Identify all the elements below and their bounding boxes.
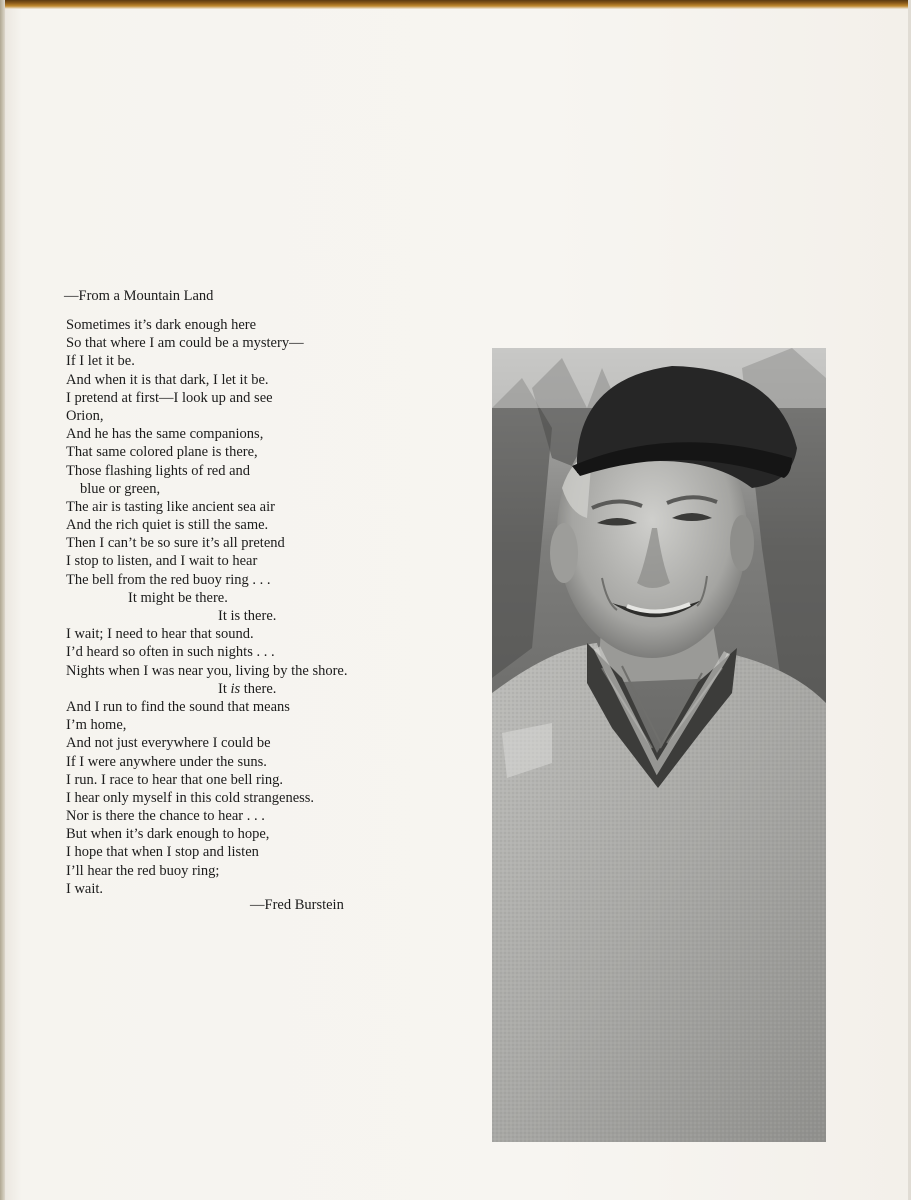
poem-title: —From a Mountain Land (64, 288, 214, 304)
poem-word: there. (243, 680, 277, 697)
poem-line: Those flashing lights of red and (66, 462, 251, 479)
poem-body (66, 316, 426, 898)
poem-line: I’d heard so often in such nights . . . (66, 644, 275, 661)
poem-author: —Fred Burstein (250, 897, 344, 913)
poem-line: The bell from the red buoy ring . . . (66, 571, 271, 588)
poem-line: I hear only myself in this cold strangeness. (66, 789, 315, 806)
poem-line: blue or green, (80, 480, 161, 497)
page-top-binding (0, 0, 911, 9)
poem-line: Orion, (66, 407, 104, 424)
poem-line: It might be there. (128, 589, 228, 606)
poem-line: It is there. (218, 608, 277, 624)
poem-line: I run. I race to hear that one bell ring. (66, 771, 284, 788)
poem-line: Nights when I was near you, living by the shore. (66, 662, 348, 679)
poem-line: I hope that when I stop and listen (66, 844, 259, 861)
poem-line-emphasis (66, 680, 426, 698)
poem-line: The air is tasting like ancient sea air (66, 498, 275, 515)
poem-line: I stop to listen, and I wait to hear (66, 553, 258, 570)
poem-line: And not just everywhere I could be (66, 735, 271, 752)
poem-line: And I run to find the sound that means (66, 698, 290, 715)
poem-line: If I were anywhere under the suns. (66, 753, 267, 770)
page-gutter-edge (0, 0, 5, 1200)
poem-line: And the rich quiet is still the same. (66, 517, 269, 534)
poem-line: That same colored plane is there, (66, 444, 258, 461)
poem-line: I pretend at first—I look up and see (66, 389, 273, 406)
poem-word: It (218, 680, 227, 697)
poem-line: Nor is there the chance to hear . . . (66, 808, 265, 825)
poem-line: And he has the same companions, (66, 426, 264, 443)
poem-line: I’m home, (66, 717, 127, 734)
poem-word-italic: is (230, 680, 241, 697)
poem-line: I wait; I need to hear that sound. (66, 626, 254, 643)
author-portrait-photo (492, 348, 826, 1142)
poem-line: I wait. (66, 880, 104, 897)
poem-line: I’ll hear the red buoy ring; (66, 862, 220, 879)
poem-line: And when it is that dark, I let it be. (66, 371, 269, 388)
poem-line: Then I can’t be so sure it’s all pretend (66, 535, 285, 552)
poem-line: But when it’s dark enough to hope, (66, 826, 270, 843)
poem-line: So that where I am could be a mystery— (66, 335, 304, 352)
poem-line: Sometimes it’s dark enough here (66, 317, 257, 333)
poem-line: If I let it be. (66, 353, 135, 370)
